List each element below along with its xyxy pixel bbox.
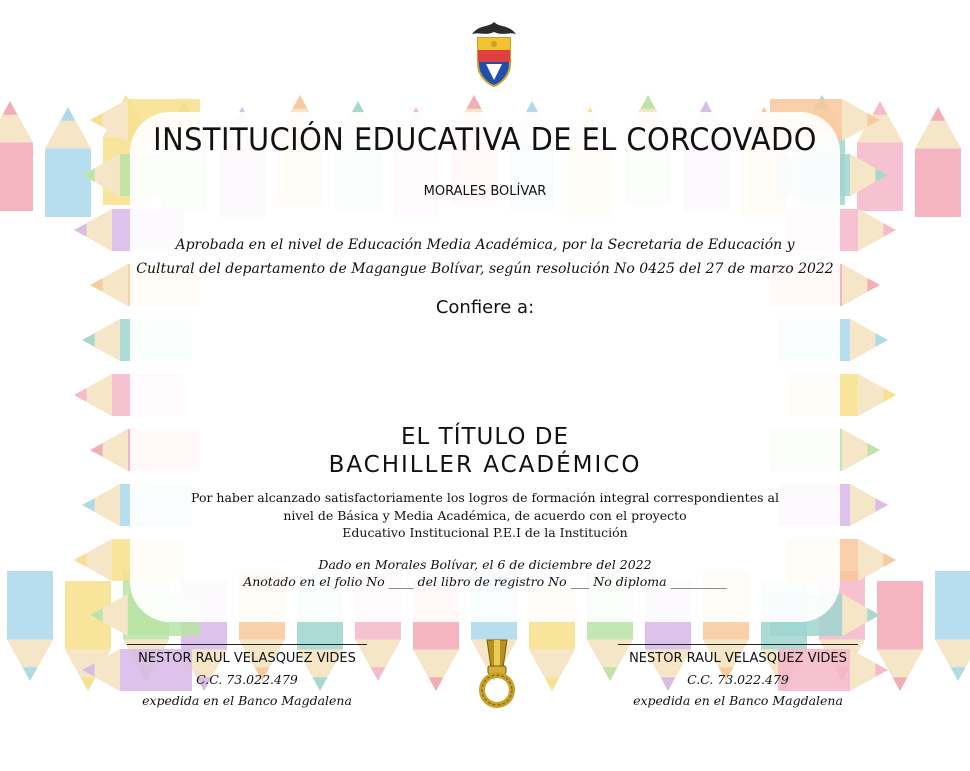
- reason-text-line-2: nivel de Básica y Media Académica, de acuerdo con el proyecto: [283, 508, 687, 523]
- degree-title-line-2: BACHILLER ACADÉMICO: [328, 452, 642, 478]
- reason-text-line-3: Educativo Institucional P.E.I de la Institución: [342, 525, 628, 540]
- institution-location: MORALES BOLÍVAR: [423, 184, 547, 199]
- signer-id: C.C. 73.022.479: [196, 672, 298, 687]
- signer-id-issued: expedida en el Banco Magdalena: [142, 693, 352, 708]
- reason-text-line-1: Por haber alcanzado satisfactoriamente los logros de formación integral correspondientes al: [191, 490, 779, 505]
- degree-title-line-1: EL TÍTULO DE: [400, 424, 570, 450]
- signature-line: [618, 644, 858, 645]
- approval-text-line-1: Aprobada en el nivel de Educación Media Académica, por la Secretaria de Educación y: [175, 237, 795, 253]
- issue-date-text: Dado en Morales Bolívar, el 6 de diciembre del 2022: [318, 557, 652, 572]
- signer-id-issued: expedida en el Banco Magdalena: [633, 693, 843, 708]
- signature-block-left: [122, 644, 372, 708]
- approval-text-line-2: Cultural del departamento de Magangue Bolívar, según resolución No 0425 del 27 de marzo 2022: [136, 261, 834, 277]
- gold-medal-icon: [472, 638, 522, 710]
- signer-name: NESTOR RAUL VELASQUEZ VIDES: [629, 651, 847, 666]
- institution-title: INSTITUCIÓN EDUCATIVA DE EL CORCOVADO: [153, 122, 817, 158]
- signer-name: NESTOR RAUL VELASQUEZ VIDES: [138, 651, 356, 666]
- pencil-decoration: [877, 581, 923, 691]
- signature-block-right: [613, 644, 863, 708]
- signer-id: C.C. 73.022.479: [687, 672, 789, 687]
- folio-registry-text: Anotado en el folio No ____ del libro de registro No ___ No diploma _________: [243, 574, 727, 589]
- colombia-coat-of-arms-icon: [466, 20, 522, 90]
- confiere-label: Confiere a:: [435, 297, 535, 318]
- signature-line: [127, 644, 367, 645]
